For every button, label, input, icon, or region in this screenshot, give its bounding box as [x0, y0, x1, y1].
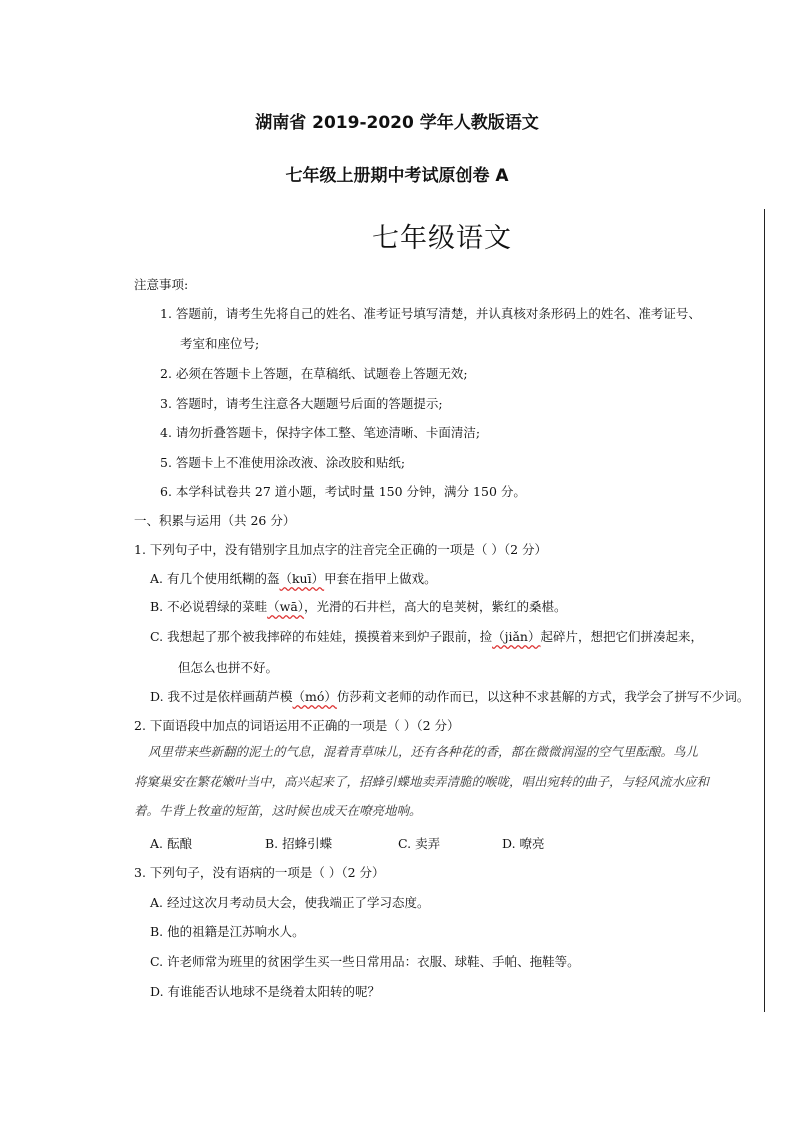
option-b-text: B. 不必说碧绿的菜畦 [150, 599, 268, 614]
option-d-text-end: 仿莎莉文老师的动作而已，以这种不求甚解的方式，我学会了拼写不少词。 [336, 689, 750, 704]
exam-title: 七年级语文 [372, 223, 512, 254]
question-3-option-d: D. 有谁能否认地球不是绕着太阳转的呢？ [150, 984, 381, 999]
option-b-pinyin: （wā） [267, 599, 305, 614]
option-d-text: D. 我不过是依样画葫芦模 [150, 689, 293, 704]
document-title-line1: 湖南省 2019-2020 学年人教版语文 [255, 113, 539, 133]
question-2-stem: 2. 下面语段中加点的词语运用不正确的一项是（ ）（2 分） [134, 718, 460, 733]
notice-item-2: 2. 必须在答题卡上答题，在草稿纸、试题卷上答题无效; [160, 366, 468, 381]
option-c-pinyin: （jiǎn） [492, 629, 541, 644]
question-3-option-b: B. 他的祖籍是江苏响水人。 [150, 924, 305, 939]
q2-option-c: C. 卖弄 [398, 836, 441, 851]
right-margin-rule [764, 209, 765, 1012]
option-a-text: A. 有几个使用纸糊的盔 [150, 571, 280, 586]
notice-item-1-cont: 考室和座位号; [180, 336, 260, 351]
notice-item-1: 1. 答题前，请考生先将自己的姓名、准考证号填写清楚，并认真核对条形码上的姓名、准考证号、 [160, 306, 701, 321]
option-c-text-end: 起碎片，想把它们拼凑起来， [540, 629, 703, 644]
option-a-text-end: 甲套在指甲上做戏。 [324, 571, 437, 586]
document-title-line2: 七年级上册期中考试原创卷 A [285, 166, 509, 186]
passage-line-3: 着。牛背上牧童的短笛，这时候也成天在嘹亮地响。 [134, 803, 422, 818]
question-1-option-d [150, 688, 749, 706]
section-heading: 一、积累与运用（共 26 分） [134, 513, 296, 528]
notice-item-3: 3. 答题时，请考生注意各大题题号后面的答题提示; [160, 396, 443, 411]
option-a-pinyin: （kuī） [279, 571, 325, 586]
question-1-stem: 1. 下列句子中，没有错别字且加点字的注音完全正确的一项是（ ）（2 分） [134, 542, 548, 557]
passage-line-1: 风里带来些新翻的泥土的气息，混着青草味儿，还有各种花的香，都在微微润湿的空气里酝酿。鸟儿 [148, 744, 699, 759]
question-1-option-c-cont: 但怎么也拼不好。 [178, 660, 279, 675]
question-1-option-b [150, 598, 567, 616]
option-d-pinyin: （mó） [292, 689, 337, 704]
notice-item-6: 6. 本学科试卷共 27 道小题，考试时量 150 分钟，满分 150 分。 [160, 484, 526, 499]
question-1-option-c [150, 628, 703, 646]
question-3-option-a: A. 经过这次月考动员大会，使我端正了学习态度。 [150, 895, 430, 910]
q2-option-d: D. 嘹亮 [502, 836, 545, 851]
q2-option-a: A. 酝酿 [150, 836, 192, 851]
question-1-option-a [150, 570, 437, 588]
question-3-option-c: C. 许老师常为班里的贫困学生买一些日常用品：衣服、球鞋、手帕、拖鞋等。 [150, 954, 580, 969]
question-3-stem: 3. 下列句子，没有语病的一项是（ ）（2 分） [134, 865, 385, 880]
notice-item-4: 4. 请勿折叠答题卡，保持字体工整、笔迹清晰、卡面清洁; [160, 425, 481, 440]
notice-title: 注意事项: [134, 277, 189, 292]
option-b-text-end: ，光滑的石井栏，高大的皂荚树，紫红的桑椹。 [304, 599, 567, 614]
option-c-text: C. 我想起了那个被我摔碎的布娃娃，摸摸着来到炉子跟前，捡 [150, 629, 493, 644]
notice-item-5: 5. 答题卡上不准使用涂改液、涂改胶和贴纸; [160, 455, 406, 470]
passage-line-2: 将窠巢安在繁花嫩叶当中，高兴起来了，招蜂引蝶地卖弄清脆的喉咙，唱出宛转的曲子，与轻风流水应和 [134, 774, 710, 789]
q2-option-b: B. 招蜂引蝶 [265, 836, 333, 851]
